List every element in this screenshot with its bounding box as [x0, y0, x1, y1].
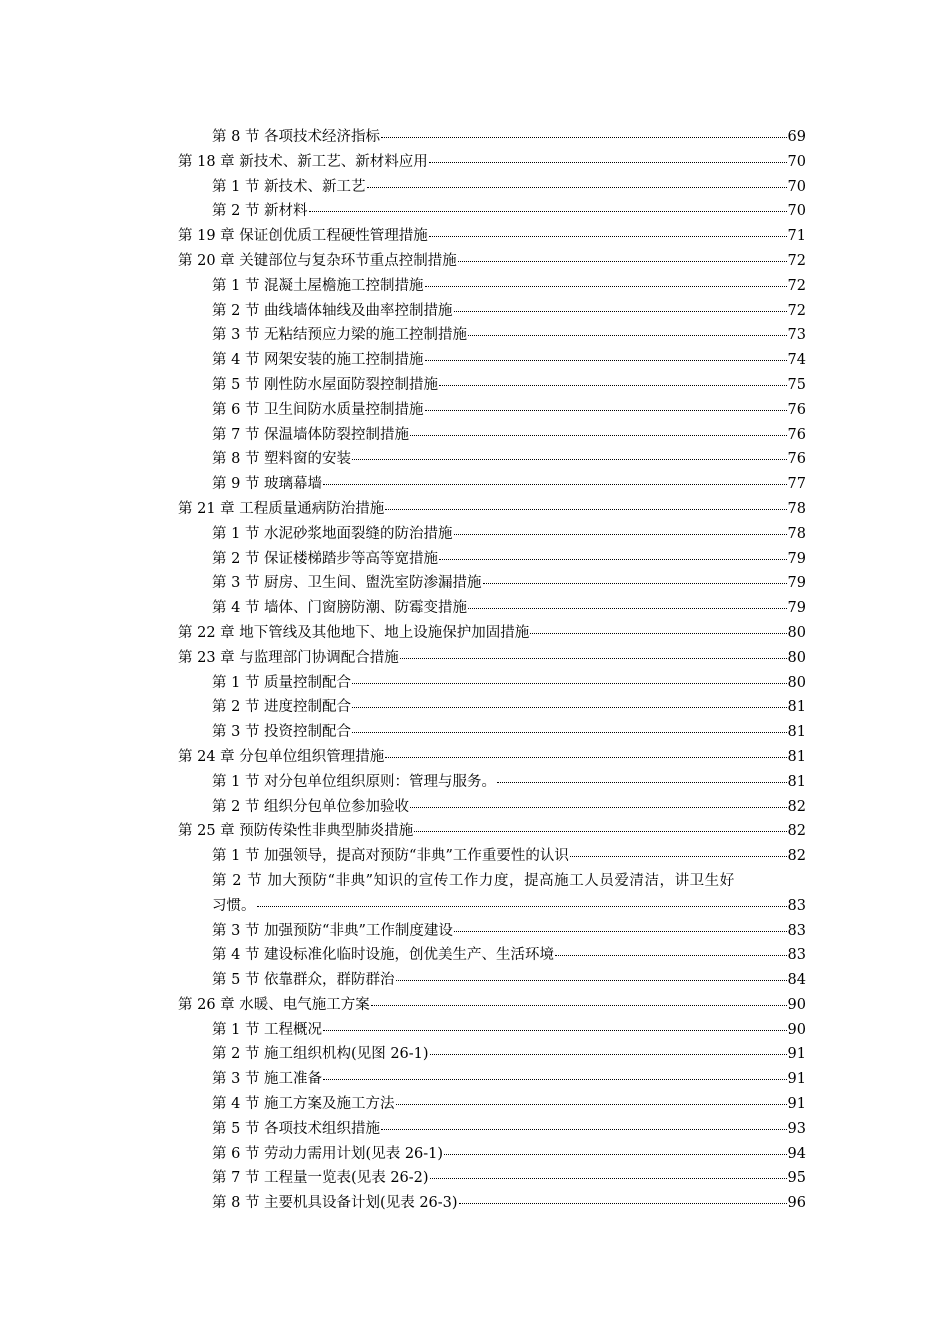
toc-section-entry[interactable]	[178, 348, 806, 373]
toc-dot-leader	[385, 508, 786, 510]
toc-section-entry[interactable]	[178, 1018, 806, 1043]
toc-dot-leader	[430, 1177, 787, 1179]
toc-entry-label: 第 1 节 对分包单位组织原则：管理与服务。	[212, 773, 497, 790]
toc-page-number: 93	[787, 1120, 806, 1137]
toc-section-entry[interactable]	[178, 795, 806, 820]
toc-dot-leader	[323, 1029, 786, 1031]
toc-page-number: 84	[787, 972, 806, 989]
toc-page-number: 76	[787, 451, 806, 468]
toc-section-entry[interactable]	[178, 919, 806, 944]
toc-page-number: 75	[787, 376, 806, 393]
toc-chapter-entry[interactable]	[178, 249, 806, 274]
toc-entry-label: 第 2 节 进度控制配合	[212, 699, 352, 716]
toc-entry-label: 第 4 节 墙体、门窗膀防潮、防霉变措施	[212, 600, 468, 617]
toc-entry-label: 第 3 节 施工准备	[212, 1071, 323, 1088]
toc-page-number: 73	[787, 327, 806, 344]
toc-page-number: 72	[787, 302, 806, 319]
toc-dot-leader	[497, 781, 786, 783]
toc-entry-label: 第 19 章 保证创优质工程硬性管理措施	[178, 228, 428, 245]
toc-dot-leader	[396, 979, 787, 981]
toc-page-number: 95	[787, 1170, 806, 1187]
toc-entry-label: 第 2 节 保证楼梯踏步等高等宽措施	[212, 550, 439, 567]
toc-entry-label: 第 2 节 曲线墙体轴线及曲率控制措施	[212, 302, 453, 319]
toc-page-number: 70	[787, 178, 806, 195]
toc-section-entry[interactable]	[178, 522, 806, 547]
toc-section-entry[interactable]	[178, 274, 806, 299]
toc-page-number: 94	[787, 1145, 806, 1162]
toc-section-entry[interactable]	[178, 894, 806, 919]
toc-chapter-entry[interactable]	[178, 993, 806, 1018]
toc-section-entry[interactable]	[178, 398, 806, 423]
toc-dot-leader	[385, 756, 786, 758]
toc-entry-label: 第 21 章 工程质量通病防治措施	[178, 500, 385, 517]
toc-section-entry[interactable]	[178, 1092, 806, 1117]
toc-entry-label: 第 18 章 新技术、新工艺、新材料应用	[178, 153, 428, 170]
toc-page-number: 80	[787, 649, 806, 666]
toc-entry-label: 第 3 节 无粘结预应力梁的施工控制措施	[212, 327, 468, 344]
toc-section-entry[interactable]	[178, 1191, 806, 1216]
toc-dot-leader	[555, 954, 786, 956]
toc-section-entry[interactable]	[178, 175, 806, 200]
toc-entry-label: 第 26 章 水暖、电气施工方案	[178, 996, 370, 1013]
toc-section-entry[interactable]	[178, 373, 806, 398]
toc-dot-leader	[425, 285, 787, 287]
toc-page-number: 72	[787, 277, 806, 294]
toc-page-number: 71	[787, 228, 806, 245]
toc-entry-label: 第 25 章 预防传染性非典型肺炎措施	[178, 823, 414, 840]
toc-page-number: 70	[787, 153, 806, 170]
toc-entry-label: 第 6 节 卫生间防水质量控制措施	[212, 401, 424, 418]
toc-section-entry[interactable]	[178, 844, 806, 869]
toc-dot-leader	[454, 533, 787, 535]
toc-dot-leader	[352, 682, 786, 684]
toc-section-entry[interactable]	[178, 1067, 806, 1092]
toc-dot-leader	[439, 384, 786, 386]
toc-page-number: 77	[787, 476, 806, 493]
toc-page-number: 81	[787, 699, 806, 716]
toc-section-entry[interactable]	[178, 472, 806, 497]
toc-page-number: 82	[787, 823, 806, 840]
toc-entry-label: 第 4 节 施工方案及施工方法	[212, 1096, 395, 1113]
table-of-contents	[178, 125, 806, 1216]
toc-dot-leader	[367, 186, 787, 188]
toc-entry-label: 第 22 章 地下管线及其他地下、地上设施保护加固措施	[178, 624, 530, 641]
toc-dot-leader	[425, 359, 787, 361]
toc-section-entry[interactable]	[178, 596, 806, 621]
toc-page-number: 81	[787, 748, 806, 765]
toc-entry-label: 第 2 节 施工组织机构(见图 26-1)	[212, 1046, 429, 1063]
toc-dot-leader	[381, 1128, 786, 1130]
toc-dot-leader	[459, 1202, 787, 1204]
toc-page-number: 82	[787, 848, 806, 865]
toc-page-number: 79	[787, 550, 806, 567]
toc-page-number: 83	[787, 897, 806, 914]
toc-page-number: 72	[787, 252, 806, 269]
toc-dot-leader	[414, 830, 786, 832]
toc-page-number: 76	[787, 426, 806, 443]
toc-chapter-entry[interactable]	[178, 150, 806, 175]
toc-section-entry[interactable]	[178, 968, 806, 993]
toc-entry-label: 第 5 节 依靠群众，群防群治	[212, 972, 395, 989]
toc-page-number: 79	[787, 575, 806, 592]
toc-entry-label: 第 24 章 分包单位组织管理措施	[178, 748, 385, 765]
toc-entry-label: 第 6 节 劳动力需用计划(见表 26-1)	[212, 1145, 444, 1162]
toc-section-entry[interactable]	[178, 1166, 806, 1191]
toc-entry-label: 第 1 节 新技术、新工艺	[212, 178, 366, 195]
toc-section-entry[interactable]	[178, 299, 806, 324]
toc-dot-leader	[400, 657, 787, 659]
toc-dot-leader	[396, 1103, 787, 1105]
toc-section-entry[interactable]	[178, 720, 806, 745]
toc-entry-label: 第 3 节 加强预防“非典”工作制度建设	[212, 922, 453, 939]
toc-page-number: 91	[787, 1071, 806, 1088]
toc-entry-label: 第 4 节 网架安装的施工控制措施	[212, 352, 424, 369]
toc-entry-label: 第 8 节 塑料窗的安装	[212, 451, 352, 468]
toc-section-entry[interactable]	[178, 1142, 806, 1167]
toc-dot-leader	[429, 235, 787, 237]
toc-dot-leader	[323, 1078, 786, 1080]
toc-entry-label: 第 4 节 建设标准化临时设施，创优美生产、生活环境	[212, 947, 555, 964]
toc-section-entry[interactable]	[178, 770, 806, 795]
toc-entry-label: 第 2 节 组织分包单位参加验收	[212, 798, 410, 815]
toc-entry-label: 第 3 节 投资控制配合	[212, 724, 352, 741]
toc-page-number: 74	[787, 352, 806, 369]
toc-page-number: 81	[787, 773, 806, 790]
toc-page-number: 91	[787, 1096, 806, 1113]
toc-section-entry[interactable]	[178, 1042, 806, 1067]
toc-section-entry[interactable]	[178, 423, 806, 448]
toc-chapter-entry[interactable]	[178, 224, 806, 249]
toc-chapter-entry[interactable]	[178, 621, 806, 646]
toc-section-entry[interactable]	[178, 323, 806, 348]
toc-page-number: 91	[787, 1046, 806, 1063]
toc-dot-leader	[352, 731, 786, 733]
toc-page-number: 90	[787, 1021, 806, 1038]
toc-dot-leader	[257, 905, 787, 907]
toc-entry-label: 第 1 节 工程概况	[212, 1021, 323, 1038]
toc-entry-label: 第 8 节 各项技术经济指标	[212, 129, 381, 145]
toc-dot-leader	[530, 632, 786, 634]
toc-dot-leader	[410, 434, 786, 436]
toc-entry-label: 第 1 节 混凝土屋檐施工控制措施	[212, 277, 424, 294]
toc-dot-leader	[323, 483, 786, 485]
toc-page-number: 80	[787, 674, 806, 691]
toc-section-entry[interactable]	[178, 695, 806, 720]
toc-dot-leader	[352, 458, 786, 460]
toc-dot-leader	[483, 582, 787, 584]
toc-entry-label: 习惯。	[212, 897, 256, 914]
toc-entry-label: 第 7 节 保温墙体防裂控制措施	[212, 426, 410, 443]
toc-chapter-entry[interactable]	[178, 497, 806, 522]
toc-dot-leader	[352, 706, 786, 708]
toc-dot-leader	[309, 210, 787, 212]
toc-entry-label: 第 1 节 水泥砂浆地面裂缝的防治措施	[212, 525, 453, 542]
toc-entry-label: 第 3 节 厨房、卫生间、盥洗室防渗漏措施	[212, 575, 482, 592]
toc-entry-label: 第 2 节 新材料	[212, 203, 308, 220]
toc-section-entry[interactable]	[178, 869, 806, 894]
toc-page-number: 79	[787, 600, 806, 617]
toc-page-number: 83	[787, 947, 806, 964]
toc-entry-label: 第 5 节 各项技术组织措施	[212, 1120, 381, 1137]
toc-chapter-entry[interactable]	[178, 819, 806, 844]
toc-section-entry[interactable]	[178, 671, 806, 696]
toc-entry-label: 第 5 节 刚性防水屋面防裂控制措施	[212, 376, 439, 393]
toc-page-number: 96	[787, 1195, 806, 1212]
toc-chapter-entry[interactable]	[178, 745, 806, 770]
toc-dot-leader	[570, 855, 787, 857]
toc-page-number: 76	[787, 401, 806, 418]
toc-dot-leader	[454, 310, 787, 312]
toc-dot-leader	[430, 1053, 787, 1055]
toc-page-number: 78	[787, 525, 806, 542]
toc-page-number: 82	[787, 798, 806, 815]
toc-dot-leader	[454, 930, 787, 932]
toc-entry-label: 第 2 节 加大预防“非典”知识的宣传工作力度，提高施工人员爱清洁，讲卫生好	[212, 872, 735, 889]
toc-chapter-entry[interactable]	[178, 646, 806, 671]
toc-section-entry[interactable]	[178, 571, 806, 596]
toc-page-number: 83	[787, 922, 806, 939]
toc-page-number: 80	[787, 624, 806, 641]
toc-page-number: 70	[787, 203, 806, 220]
toc-entry-label: 第 20 章 关键部位与复杂环节重点控制措施	[178, 252, 457, 269]
toc-dot-leader	[425, 409, 787, 411]
toc-section-entry[interactable]	[178, 199, 806, 224]
toc-dot-leader	[439, 558, 786, 560]
toc-section-entry[interactable]	[178, 447, 806, 472]
toc-dot-leader	[429, 161, 787, 163]
toc-page-number: 69	[787, 129, 806, 145]
toc-dot-leader	[381, 136, 786, 138]
toc-entry-label: 第 8 节 主要机具设备计划(见表 26-3)	[212, 1195, 458, 1212]
toc-dot-leader	[468, 607, 786, 609]
toc-entry-label: 第 9 节 玻璃幕墙	[212, 476, 323, 493]
toc-entry-label: 第 1 节 质量控制配合	[212, 674, 352, 691]
toc-dot-leader	[444, 1153, 786, 1155]
toc-dot-leader	[458, 260, 787, 262]
toc-entry-label: 第 1 节 加强领导，提高对预防“非典”工作重要性的认识	[212, 848, 569, 865]
toc-section-entry[interactable]	[178, 1117, 806, 1142]
toc-page-number: 81	[787, 724, 806, 741]
toc-dot-leader	[468, 334, 786, 336]
toc-section-entry[interactable]	[178, 125, 806, 150]
toc-page-number: 90	[787, 996, 806, 1013]
toc-entry-label: 第 7 节 工程量一览表(见表 26-2)	[212, 1170, 429, 1187]
toc-dot-leader	[410, 806, 786, 808]
toc-entry-label: 第 23 章 与监理部门协调配合措施	[178, 649, 399, 666]
toc-dot-leader	[371, 1004, 787, 1006]
toc-page-number: 78	[787, 500, 806, 517]
toc-section-entry[interactable]	[178, 943, 806, 968]
toc-section-entry[interactable]	[178, 547, 806, 572]
